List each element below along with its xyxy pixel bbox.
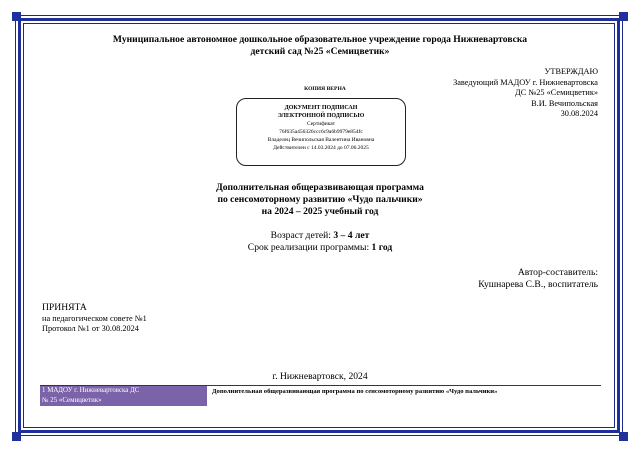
program-title-line-3: на 2024 – 2025 учебный год [261,206,379,217]
term-row [120,242,520,254]
electronic-signature-stamp [236,98,406,166]
approval-position: Заведующий МАДОУ г. Нижневартовска [453,77,598,87]
approval-block [453,67,598,120]
age-label: Возраст детей: [270,230,334,241]
term-value: 1 год [371,242,393,253]
footer-page-number: 1 [42,387,46,394]
approval-heading: УТВЕРЖДАЮ [544,67,598,76]
border-corner-top-right [619,12,628,21]
author-label: Автор-составитель: [517,267,598,278]
program-title [120,182,520,218]
age-value: 3 – 4 лет [333,230,370,241]
approval-institution: ДС №25 «Семицветик» [515,88,598,97]
footer-org-line-1: МАДОУ г. Нижневартовска ДС [47,387,140,394]
accepted-council: на педагогическом совете №1 [42,313,147,323]
author-name: Кушнарева С.В., воспитатель [478,279,598,290]
stamp-owner: Владелец Вечипольская Валентина Ивановна [267,137,375,143]
approval-date: 30.08.2024 [560,109,598,118]
border-corner-top-left [12,12,21,21]
age-row [120,230,520,242]
program-title-line-1: Дополнительная общеразвивающая программа [216,182,424,193]
program-details [120,230,520,254]
stamp-validity: Действителен с 14.03.2024 до 07.06.2025 [273,145,369,151]
term-label: Срок реализации программы: [247,242,372,253]
city-year: г. Нижневартовск, 2024 [272,371,368,382]
program-title-line-2: по сенсомоторному развитию «Чудо пальчики» [217,194,423,205]
stamp-cert-number: 76f635a456326ccc6c9a6b9979e854fc [279,129,363,135]
accepted-heading: ПРИНЯТА [42,302,87,313]
footer-institution [40,386,207,406]
footer-org-line-2: № 25 «Семицветик» [42,396,102,404]
border-corner-bottom-right [619,432,628,441]
author-block [478,267,598,291]
stamp-title-1: ДОКУМЕНТ ПОДПИСАН [284,105,358,111]
stamp-title-2: ЭЛЕКТРОННОЙ ПОДПИСЬЮ [277,113,365,119]
accepted-block [42,303,147,335]
accepted-protocol: Протокол №1 от 30.08.2024 [42,324,139,333]
copy-verified-label: КОПИЯ ВЕРНА [304,86,346,92]
organization-line-1: Муниципальное автономное дошкольное образовательное учреждение города Нижневартовска [112,34,528,45]
organization-line-2: детский сад №25 «Семицветик» [250,46,390,57]
stamp-cert-label: Сертификат [307,121,335,127]
organization-header [40,34,600,58]
approval-name: В.И. Вечипольская [531,98,598,108]
footer-program-title: Дополнительная общеразвивающая программа по сенсомоторному развитию «Чудо пальчики» [212,388,498,395]
border-corner-bottom-left [12,432,21,441]
